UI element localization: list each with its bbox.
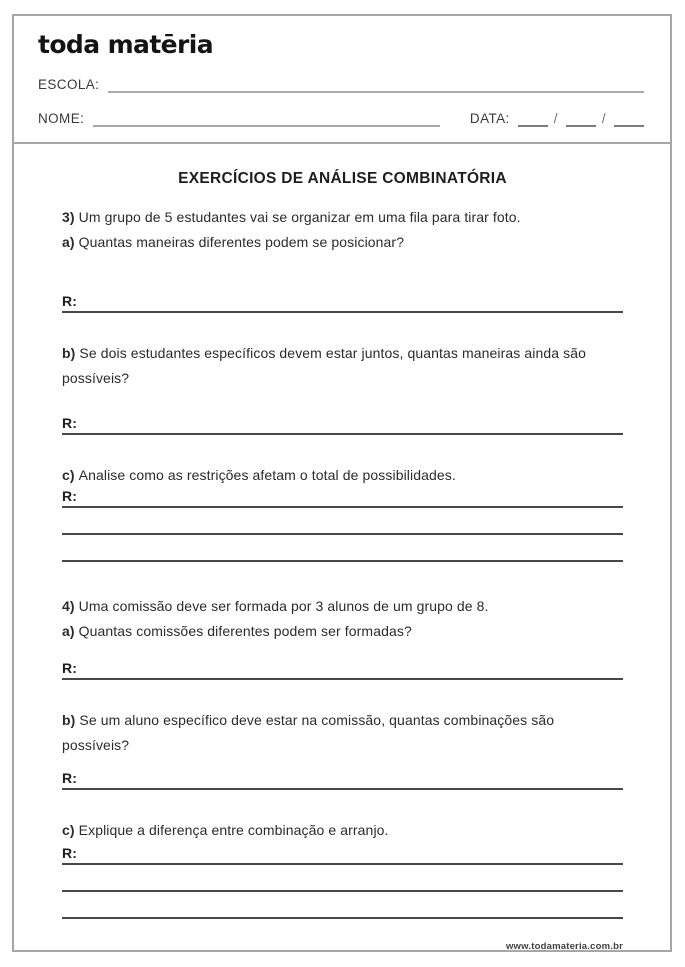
question-3b-text: Se dois estudantes específicos devem estar juntos, quantas maneiras ainda são possíveis? [62, 345, 586, 386]
worksheet-content [14, 144, 670, 953]
question-3-statement [62, 205, 623, 230]
date-separator: / [601, 111, 606, 126]
question-3c [62, 463, 623, 488]
question-3a [62, 230, 623, 255]
question-3a-label: a) [62, 234, 75, 250]
answer-line-4c[interactable] [62, 845, 623, 865]
worksheet-title: EXERCÍCIOS DE ANÁLISE COMBINATÓRIA [178, 170, 507, 187]
answer-line-3c-extra-1[interactable] [62, 508, 623, 535]
date-month-line[interactable] [566, 112, 596, 127]
question-3c-label: c) [62, 467, 75, 483]
answer-label: R: [62, 488, 77, 504]
answer-line-4a[interactable] [62, 660, 623, 680]
name-label: NOME: [38, 111, 85, 126]
answer-label: R: [62, 415, 77, 431]
question-3b [62, 341, 623, 391]
answer-line-3a[interactable] [62, 293, 623, 313]
question-3b-label: b) [62, 345, 76, 361]
answer-label: R: [62, 845, 77, 861]
question-4a-label: a) [62, 623, 75, 639]
name-input-line[interactable] [93, 112, 440, 127]
date-field [470, 110, 644, 127]
date-label: DATA: [469, 111, 510, 126]
answer-line-4b[interactable] [62, 770, 623, 790]
question-4c-label: c) [62, 822, 75, 838]
answer-line-3c-extra-2[interactable] [62, 535, 623, 562]
question-4b [62, 708, 623, 758]
question-3a-text: Quantas maneiras diferentes podem se posicionar? [78, 234, 405, 250]
date-separator: / [553, 111, 558, 126]
school-field-row [38, 76, 644, 93]
website-link[interactable]: www.todamateria.com.br [505, 941, 623, 952]
answer-label: R: [62, 770, 77, 786]
worksheet-page [12, 14, 672, 952]
page-header [14, 16, 670, 144]
question-4a [62, 619, 623, 644]
brand-logo: toda matēria [38, 30, 213, 59]
school-input-line[interactable] [108, 78, 644, 93]
name-date-row [38, 110, 644, 127]
question-4b-text: Se um aluno específico deve estar na comissão, quantas combinações são possíveis? [62, 712, 555, 753]
question-4-text: Uma comissão deve ser formada por 3 alunos de um grupo de 8. [78, 598, 489, 614]
school-label: ESCOLA: [38, 77, 100, 92]
question-4a-text: Quantas comissões diferentes podem ser formadas? [78, 623, 412, 639]
answer-line-3b[interactable] [62, 415, 623, 435]
question-3c-text: Analise como as restrições afetam o total de possibilidades. [78, 467, 456, 483]
question-4c [62, 818, 623, 843]
question-3-number: 3) [62, 209, 75, 225]
question-4c-text: Explique a diferença entre combinação e arranjo. [78, 822, 389, 838]
answer-label: R: [62, 660, 77, 676]
question-3-text: Um grupo de 5 estudantes vai se organizar em uma fila para tirar foto. [78, 209, 521, 225]
answer-line-3c[interactable] [62, 488, 623, 508]
answer-line-4c-extra-1[interactable] [62, 865, 623, 892]
date-day-line[interactable] [518, 112, 548, 127]
question-4-statement [62, 594, 623, 619]
answer-line-4c-extra-2[interactable] [62, 892, 623, 919]
answer-label: R: [62, 293, 77, 309]
date-year-line[interactable] [614, 112, 644, 127]
question-4-number: 4) [62, 598, 75, 614]
question-4b-label: b) [62, 712, 76, 728]
